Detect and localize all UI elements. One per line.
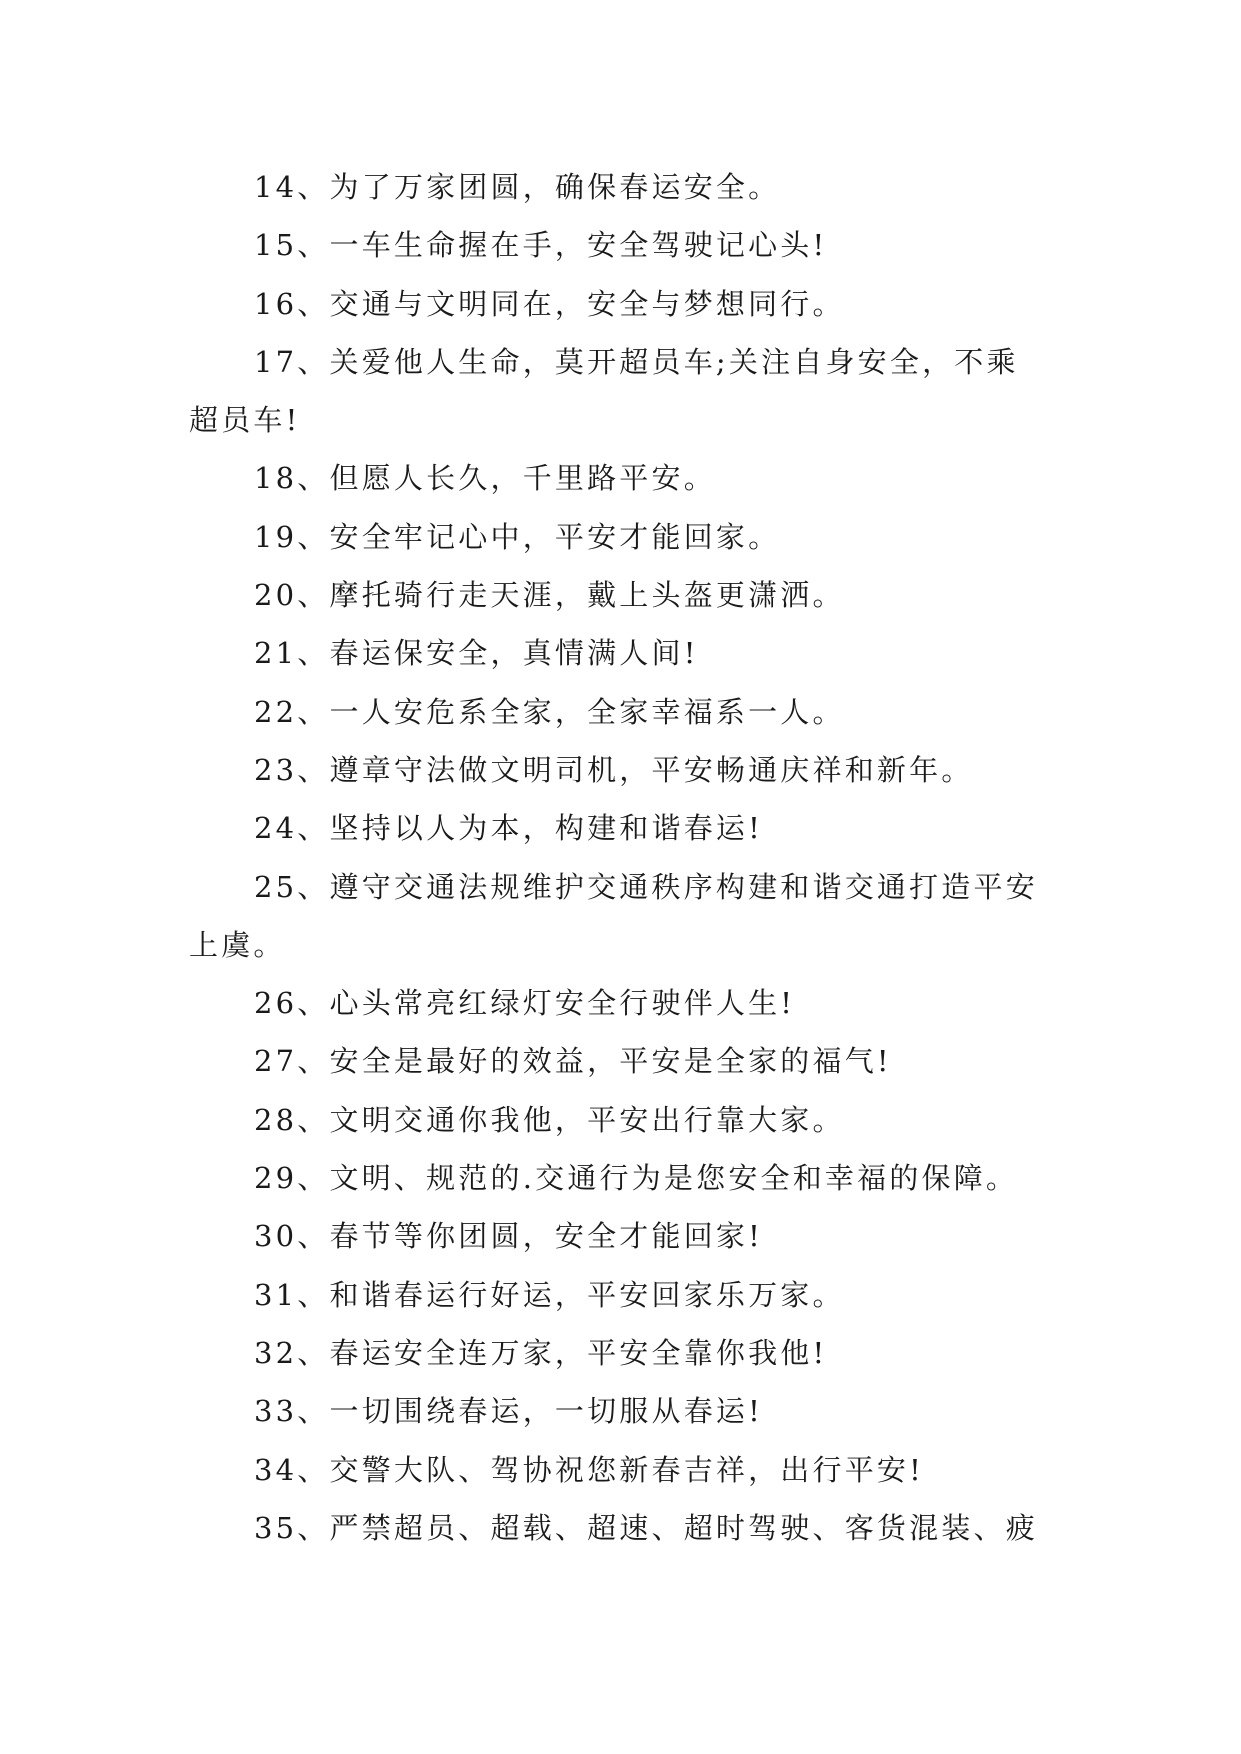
slogan-line: 26、心头常亮红绿灯安全行驶伴人生! <box>254 986 796 1021</box>
slogan-line: 25、遵守交通法规维护交通秩序构建和谐交通打造平安上虞。 <box>189 869 1038 962</box>
slogan-line: 17、关爱他人生命，莫开超员车;关注自身安全，不乘超员车! <box>189 344 1019 438</box>
slogan-line: 33、一切围绕春运，一切服从春运! <box>254 1394 763 1429</box>
slogan-line: 18、但愿人长久，千里路平安。 <box>254 461 716 496</box>
slogan-line: 19、安全牢记心中，平安才能回家。 <box>254 519 781 554</box>
slogan-line: 16、交通与文明同在，安全与梦想同行。 <box>254 286 845 321</box>
slogan-line: 31、和谐春运行好运，平安回家乐万家。 <box>254 1277 845 1312</box>
slogan-line: 34、交警大队、驾协祝您新春吉祥，出行平安! <box>254 1452 924 1487</box>
slogan-line: 32、春运安全连万家，平安全靠你我他! <box>254 1335 828 1370</box>
slogan-line: 27、安全是最好的效益，平安是全家的福气! <box>254 1044 892 1079</box>
slogan-line: 14、为了万家团圆，确保春运安全。 <box>254 170 781 204</box>
slogan-line: 20、摩托骑行走天涯，戴上头盔更潇洒。 <box>254 578 845 613</box>
slogan-line: 23、遵章守法做文明司机，平安畅通庆祥和新年。 <box>254 752 974 787</box>
slogan-line: 24、坚持以人为本，构建和谐春运! <box>254 811 763 846</box>
slogan-line: 28、文明交通你我他，平安出行靠大家。 <box>254 1102 845 1137</box>
slogan-line: 15、一车生命握在手，安全驾驶记心头! <box>254 228 828 263</box>
slogan-line: 35、严禁超员、超载、超速、超时驾驶、客货混装、疲 <box>254 1510 1038 1545</box>
document-body <box>189 158 1049 1557</box>
slogan-line: 30、春节等你团圆，安全才能回家! <box>254 1219 763 1254</box>
slogan-line: 29、文明、规范的.交通行为是您安全和幸福的保障。 <box>254 1161 1019 1196</box>
slogan-line: 22、一人安危系全家，全家幸福系一人。 <box>254 694 845 729</box>
slogan-line: 21、春运保安全，真情满人间! <box>254 636 699 671</box>
